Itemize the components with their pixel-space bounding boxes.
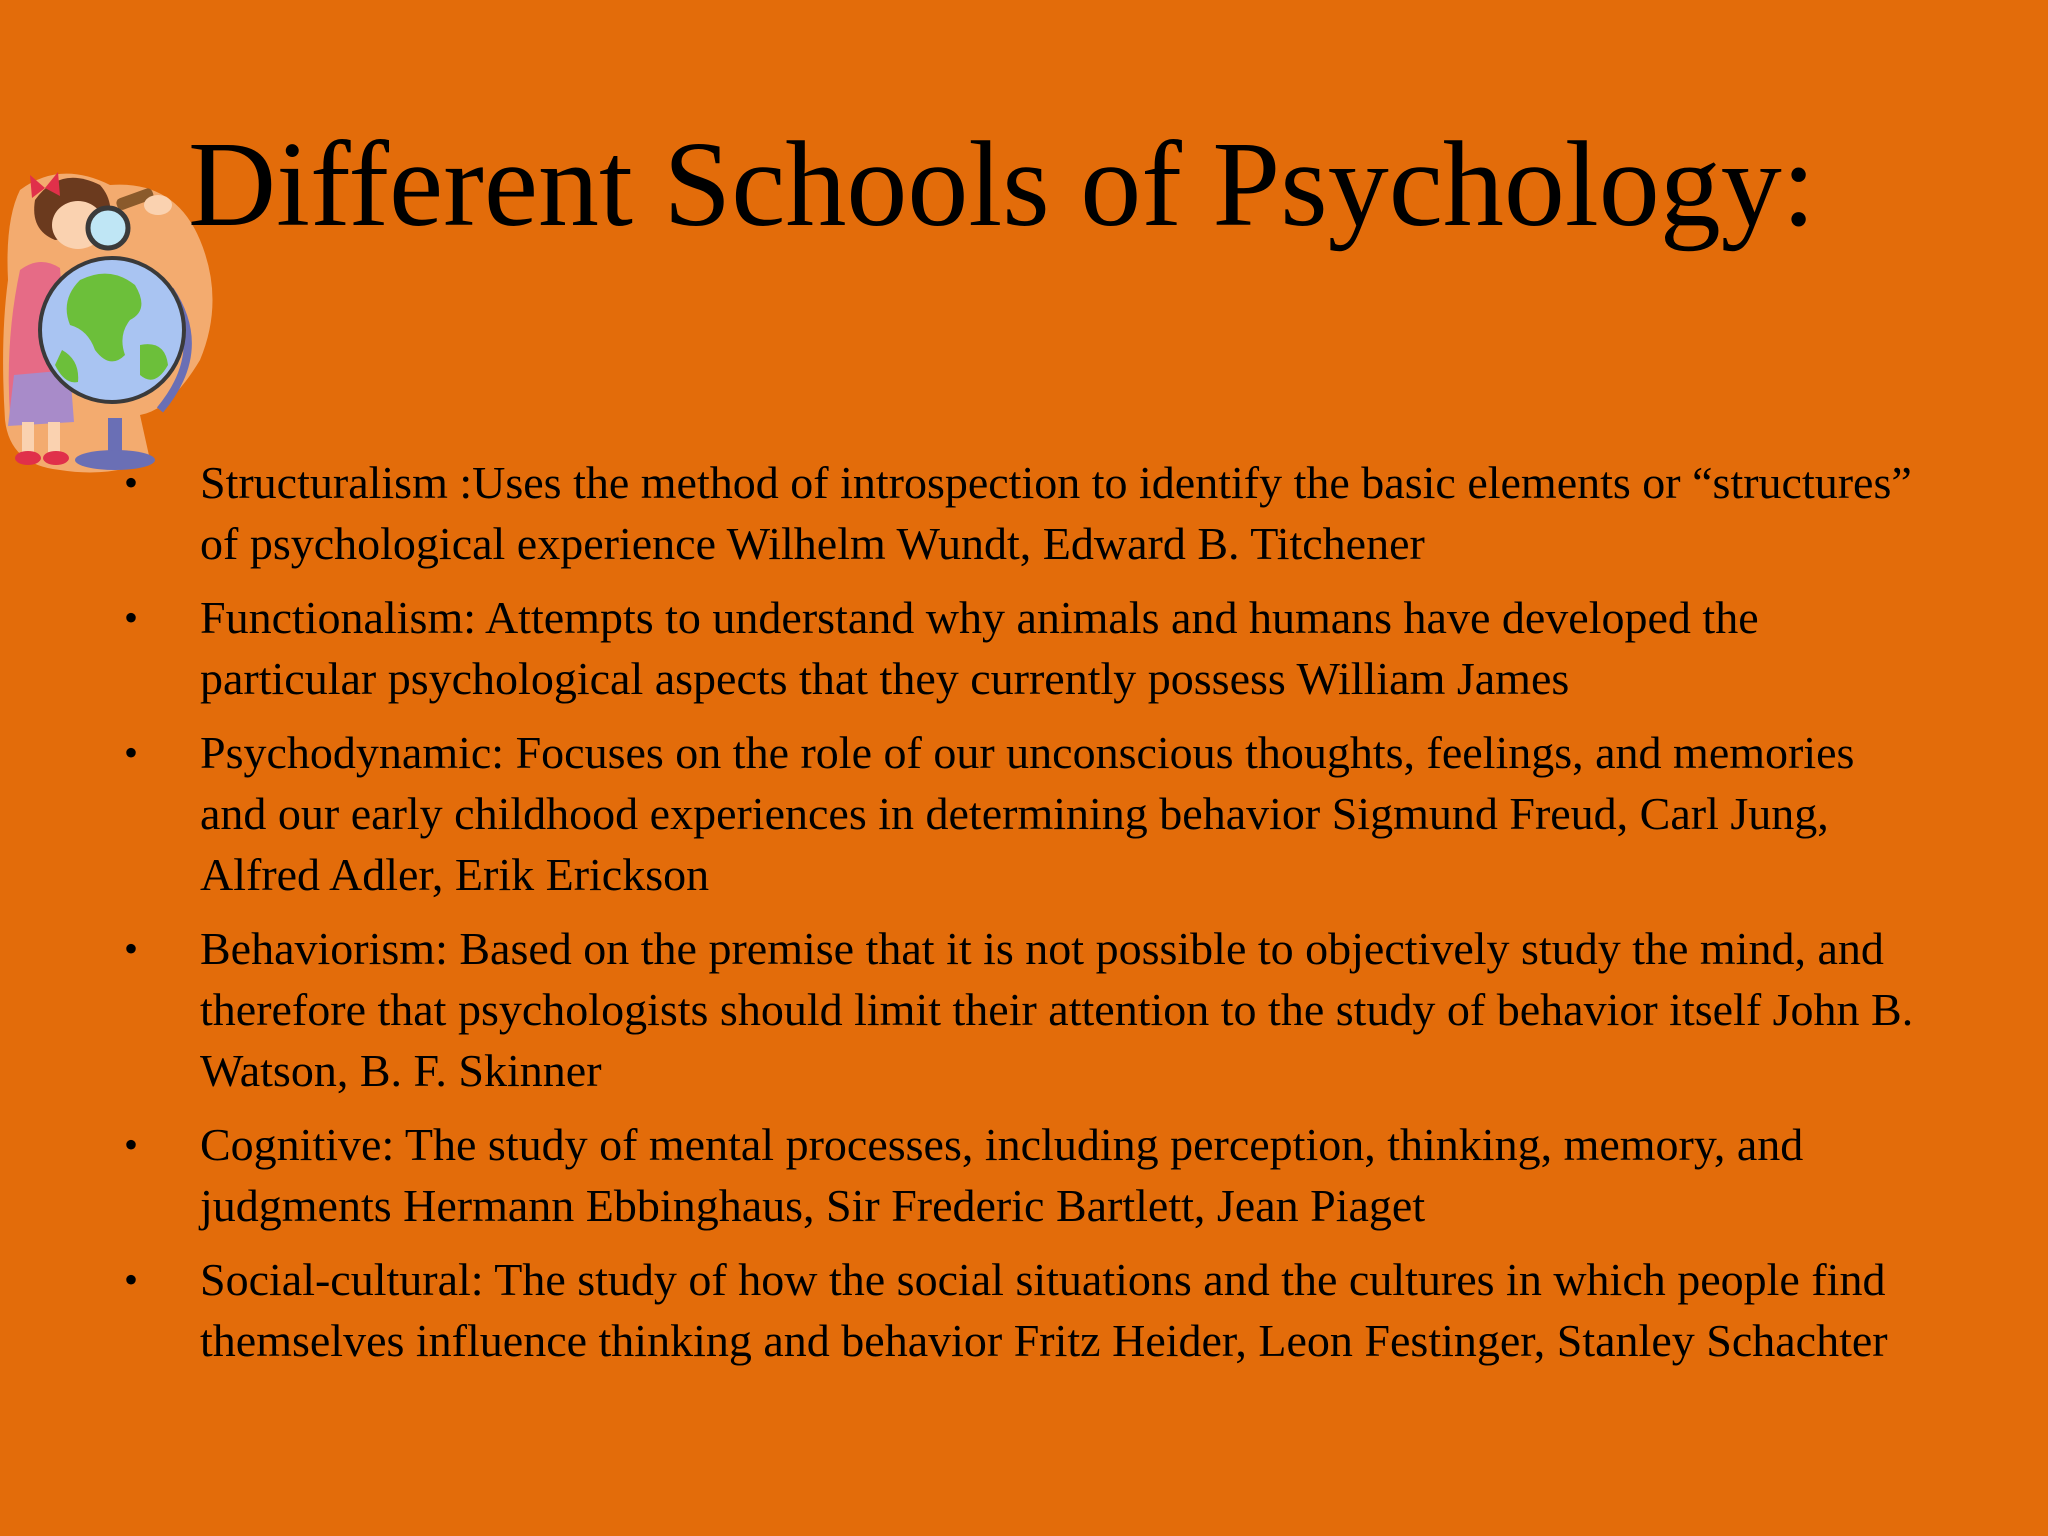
bullet-list [118,452,1918,1384]
bullet-text: Functionalism: Attempts to understand why animals and humans have developed the particular psychological aspects that they currently possess William James [200,592,1759,704]
bullet-psychodynamic [118,722,1918,905]
bullet-cognitive [118,1114,1918,1236]
bullet-structuralism [118,452,1918,574]
bullet-social-cultural [118,1249,1918,1371]
bullet-icon: • [124,1257,139,1302]
bullet-functionalism [118,587,1918,709]
bullet-text: Cognitive: The study of mental processes, including perception, thinking, memory, and judgments Hermann Ebbinghaus, Sir Frederic Bartlett, Jean Piaget [200,1119,1804,1231]
bullet-text: Behaviorism: Based on the premise that it is not possible to objectively study the mind, and therefore that psychologists should limit their attention to the study of behavior itself John B. Watson, B. F. Skinner [200,923,1914,1096]
bullet-icon: • [124,1122,139,1167]
bullet-icon: • [124,730,139,775]
bullet-text: Psychodynamic: Focuses on the role of our unconscious thoughts, feelings, and memories and our early childhood experiences in determining behavior Sigmund Freud, Carl Jung, Alfred Adler, Erik Erickson [200,727,1855,900]
bullet-icon: • [124,595,139,640]
bullet-icon: • [124,460,139,505]
bullet-text: Structuralism :Uses the method of introspection to identify the basic elements or “structures” of psychological experience Wilhelm Wundt, Edward B. Titchener [200,457,1912,569]
bullet-icon: • [124,926,139,971]
bullet-text: Social-cultural: The study of how the social situations and the cultures in which people find themselves influence thinking and behavior Fritz Heider, Leon Festinger, Stanley Schachter [200,1254,1888,1366]
slide-title: Different Schools of Psychology: [188,117,1816,252]
bullet-behaviorism [118,918,1918,1101]
